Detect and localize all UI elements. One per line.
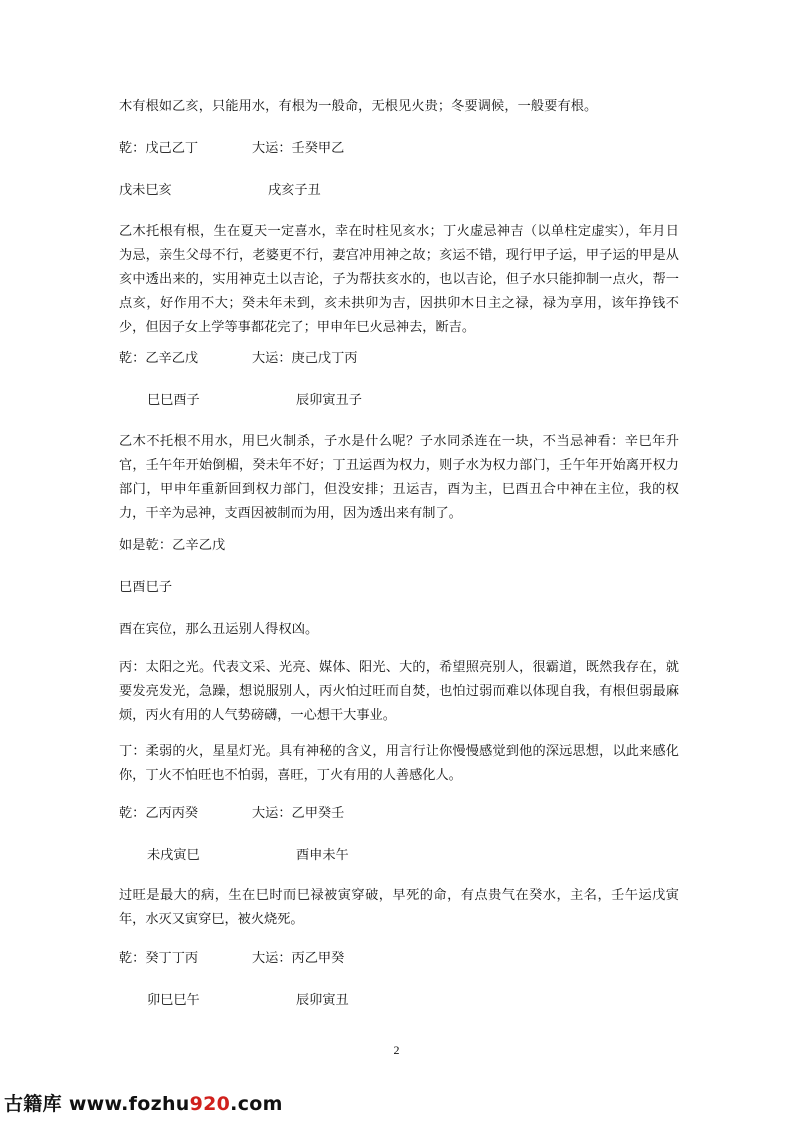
case2-stems: 乾：乙辛乙戊 — [119, 351, 199, 366]
case4-dayun-branches: 酉申未午 — [296, 848, 349, 863]
case1-stems: 乾：戊己乙丁 — [119, 141, 199, 156]
case5-branches: 卯巳巳午 — [147, 993, 200, 1008]
case5-dayun-branches: 辰卯寅丑 — [296, 993, 349, 1008]
case3-stems: 如是乾：乙辛乙戊 — [119, 538, 226, 553]
case1-dayun: 大运：壬癸甲乙 — [252, 141, 345, 156]
footer-brand-suffix: .com — [230, 1093, 283, 1115]
case1-dayun-branches: 戌亥子丑 — [268, 183, 321, 198]
case2-dayun-branches: 辰卯寅丑子 — [296, 393, 362, 408]
paragraph-4: 丁：柔弱的火，星星灯光。具有神秘的含义，用言行让你慢慢感觉到他的深远思想，以此来感化你，丁火不怕旺也不怕弱，喜旺，丁火有用的人善感化人。 — [119, 744, 679, 783]
case2-branches: 巳巳酉子 — [147, 393, 200, 408]
paragraph-3: 丙：太阳之光。代表文采、光亮、媒体、阳光、大的，希望照亮别人，很霸道，既然我存在，就要发亮发光，急躁，想说服别人，丙火怕过旺而自焚，也怕过弱而难以体现自我，有根但弱最麻烦，丙火有用的人气势磅礴，一心想干大事业。 — [119, 660, 679, 723]
footer-brand-number: 920 — [189, 1093, 231, 1115]
paragraph-2: 乙木不托根不用水，用巳火制杀，子水是什么呢？子水同杀连在一块，不当忌神看：辛巳年升官，壬午年开始倒楣，癸未年不好；丁丑运酉为权力，则子水为权力部门，壬午年开始离开权力部门，甲申年重新回到权力部门，但没安排；丑运吉，酉为主，巳酉丑合中神在主位，我的权力，干辛为忌神，支酉因被制而为用，因为透出来有制了。 — [119, 434, 679, 521]
case5-stems: 乾：癸丁丁丙 — [119, 951, 199, 966]
case4-branches: 未戌寅巳 — [147, 848, 200, 863]
footer-brand-text: 古籍库 www.fozhu — [4, 1093, 190, 1115]
paragraph-5: 过旺是最大的病，生在巳时而巳禄被寅穿破，早死的命，有点贵气在癸水，主名，壬午运戊寅年，水灭又寅穿巳，被火烧死。 — [119, 888, 679, 927]
paragraph-1: 乙木托根有根，生在夏天一定喜水，幸在时柱见亥水；丁火虚忌神吉（以单柱定虚实），年月日为忌，亲生父母不行，老婆更不行，妻宫冲用神之故；亥运不错，现行甲子运，甲子运的甲是从亥中透出来的，实用神克土以吉论，子为帮扶亥水的，也以吉论，但子水只能抑制一点火，帮一点亥，好作用不大；癸未年未到，亥未拱卯为吉，因拱卯木日主之禄，禄为享用，该年挣钱不少，但因子女上学等事都花完了；甲申年巳火忌神去，断吉。 — [119, 224, 679, 335]
case3-note: 酉在宾位，那么丑运别人得权凶。 — [119, 622, 319, 637]
case4-dayun: 大运：乙甲癸壬 — [252, 806, 345, 821]
case5-dayun: 大运：丙乙甲癸 — [252, 951, 345, 966]
footer-watermark[interactable] — [4, 1089, 283, 1116]
case1-branches: 戊未巳亥 — [119, 183, 172, 198]
case3-branches: 巳酉巳子 — [119, 580, 173, 595]
page-number: 2 — [393, 1043, 400, 1057]
case2-dayun: 大运：庚己戊丁丙 — [252, 351, 358, 366]
intro-line: 木有根如乙亥，只能用水，有根为一般命，无根见火贵；冬要调候，一般要有根。 — [119, 99, 598, 114]
case4-stems: 乾：乙丙丙癸 — [119, 806, 199, 821]
